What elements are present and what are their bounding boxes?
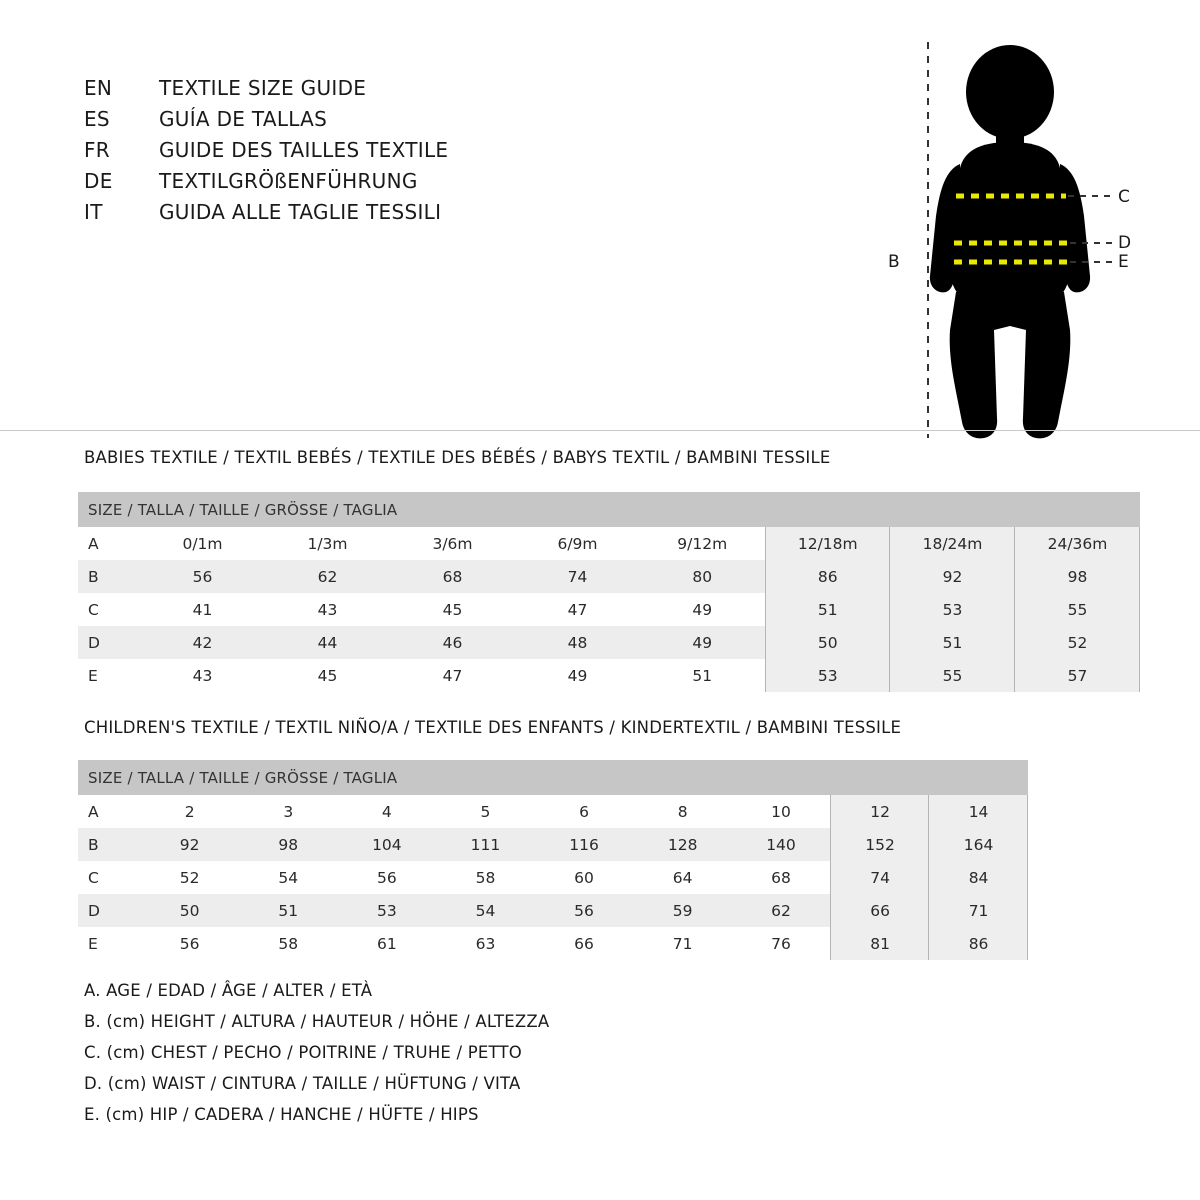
- cell: 66: [535, 927, 634, 960]
- cell: 1/3m: [265, 527, 390, 560]
- cell: 92: [140, 828, 239, 861]
- cell: 57: [1015, 659, 1140, 692]
- cell: 86: [929, 927, 1028, 960]
- title-text-en: TEXTILE SIZE GUIDE: [159, 76, 367, 100]
- cell: 50: [765, 626, 890, 659]
- table-row: [78, 593, 1140, 626]
- cell: 14: [929, 795, 1028, 828]
- row-label-d: D: [78, 894, 140, 927]
- cell: 4: [338, 795, 437, 828]
- measurement-legend: [84, 975, 549, 1130]
- cell: 76: [732, 927, 831, 960]
- cell: 74: [515, 560, 640, 593]
- cell: 49: [640, 626, 765, 659]
- cell: 24/36m: [1015, 527, 1140, 560]
- row-label-c: C: [78, 861, 140, 894]
- cell: 56: [535, 894, 634, 927]
- legend-item-c: C. (cm) CHEST / PECHO / POITRINE / TRUHE / PETTO: [84, 1043, 522, 1062]
- cell: 98: [239, 828, 338, 861]
- legend-item-d: D. (cm) WAIST / CINTURA / TAILLE / HÜFTUNG / VITA: [84, 1074, 521, 1093]
- cell: 54: [239, 861, 338, 894]
- cell: 48: [515, 626, 640, 659]
- cell: 66: [831, 894, 930, 927]
- row-label-b: B: [78, 828, 140, 861]
- cell: 45: [265, 659, 390, 692]
- cell: 98: [1015, 560, 1140, 593]
- cell: 51: [640, 659, 765, 692]
- row-label-c: C: [78, 593, 140, 626]
- cell: 71: [929, 894, 1028, 927]
- children-subheader-cell: SIZE / TALLA / TAILLE / GRÖSSE / TAGLIA: [78, 760, 1028, 795]
- table-row: [78, 659, 1140, 692]
- cell: 116: [535, 828, 634, 861]
- cell: 50: [140, 894, 239, 927]
- cell: 6: [535, 795, 634, 828]
- cell: 12/18m: [765, 527, 890, 560]
- cell: 51: [765, 593, 890, 626]
- cell: 2: [140, 795, 239, 828]
- cell: 80: [640, 560, 765, 593]
- cell: 71: [633, 927, 732, 960]
- title-text-fr: GUIDE DES TAILLES TEXTILE: [159, 138, 449, 162]
- title-row-it: [84, 200, 724, 231]
- title-lang-es: ES: [84, 107, 110, 131]
- cell: 164: [929, 828, 1028, 861]
- cell: 58: [436, 861, 535, 894]
- babies-size-table: [78, 492, 1140, 692]
- table-row: [78, 560, 1140, 593]
- title-lang-en: EN: [84, 76, 113, 100]
- cell: 5: [436, 795, 535, 828]
- cell: 12: [831, 795, 930, 828]
- cell: 104: [338, 828, 437, 861]
- cell: 52: [1015, 626, 1140, 659]
- cell: 54: [436, 894, 535, 927]
- cell: 140: [732, 828, 831, 861]
- cell: 111: [436, 828, 535, 861]
- children-subheader-row: [78, 760, 1028, 795]
- cell: 62: [732, 894, 831, 927]
- legend-item-a: A. AGE / EDAD / ÂGE / ALTER / ETÀ: [84, 981, 373, 1000]
- cell: 6/9m: [515, 527, 640, 560]
- cell: 55: [890, 659, 1015, 692]
- cell: 3: [239, 795, 338, 828]
- title-lang-de: DE: [84, 169, 113, 193]
- cell: 10: [732, 795, 831, 828]
- section-divider: [0, 430, 1200, 431]
- cell: 41: [140, 593, 265, 626]
- title-row-en: [84, 76, 724, 107]
- cell: 61: [338, 927, 437, 960]
- cell: 43: [140, 659, 265, 692]
- row-label-a: A: [78, 795, 140, 828]
- children-size-table: [78, 760, 1028, 960]
- title-text-de: TEXTILGRÖßENFÜHRUNG: [159, 169, 418, 193]
- babies-table-heading: BABIES TEXTILE / TEXTIL BEBÉS / TEXTILE DES BÉBÉS / BABYS TEXTIL / BAMBINI TESSILE: [84, 448, 831, 467]
- child-silhouette-icon: [860, 30, 1160, 450]
- cell: 64: [633, 861, 732, 894]
- cell: 60: [535, 861, 634, 894]
- cell: 9/12m: [640, 527, 765, 560]
- title-row-fr: [84, 138, 724, 169]
- cell: 86: [765, 560, 890, 593]
- cell: 58: [239, 927, 338, 960]
- cell: 84: [929, 861, 1028, 894]
- title-lang-it: IT: [84, 200, 103, 224]
- cell: 52: [140, 861, 239, 894]
- table-row: [78, 861, 1028, 894]
- cell: 56: [140, 560, 265, 593]
- cell: 45: [390, 593, 515, 626]
- cell: 92: [890, 560, 1015, 593]
- cell: 53: [338, 894, 437, 927]
- table-row: [78, 527, 1140, 560]
- cell: 53: [765, 659, 890, 692]
- cell: 49: [640, 593, 765, 626]
- cell: 74: [831, 861, 930, 894]
- body-measurement-figure: [860, 30, 1160, 450]
- cell: 59: [633, 894, 732, 927]
- cell: 51: [239, 894, 338, 927]
- title-text-es: GUÍA DE TALLAS: [159, 107, 328, 131]
- legend-item-e: E. (cm) HIP / CADERA / HANCHE / HÜFTE / HIPS: [84, 1105, 479, 1124]
- row-label-a: A: [78, 527, 140, 560]
- cell: 44: [265, 626, 390, 659]
- figure-label-d: D: [1118, 233, 1132, 253]
- children-table-heading: CHILDREN'S TEXTILE / TEXTIL NIÑO/A / TEXTILE DES ENFANTS / KINDERTEXTIL / BAMBINI TESSILE: [84, 718, 902, 737]
- cell: 18/24m: [890, 527, 1015, 560]
- cell: 46: [390, 626, 515, 659]
- cell: 53: [890, 593, 1015, 626]
- cell: 68: [732, 861, 831, 894]
- table-row: [78, 626, 1140, 659]
- figure-label-b: B: [888, 252, 900, 272]
- title-row-de: [84, 169, 724, 200]
- babies-subheader-row: [78, 492, 1140, 527]
- cell: 128: [633, 828, 732, 861]
- cell: 63: [436, 927, 535, 960]
- babies-subheader-cell: SIZE / TALLA / TAILLE / GRÖSSE / TAGLIA: [78, 492, 1140, 527]
- figure-label-c: C: [1118, 187, 1130, 207]
- cell: 152: [831, 828, 930, 861]
- title-row-es: [84, 107, 724, 138]
- legend-item-b: B. (cm) HEIGHT / ALTURA / HAUTEUR / HÖHE / ALTEZZA: [84, 1012, 550, 1031]
- cell: 81: [831, 927, 930, 960]
- row-label-e: E: [78, 927, 140, 960]
- table-row: [78, 828, 1028, 861]
- cell: 56: [140, 927, 239, 960]
- table-row: [78, 795, 1028, 828]
- cell: 56: [338, 861, 437, 894]
- row-label-b: B: [78, 560, 140, 593]
- cell: 8: [633, 795, 732, 828]
- cell: 47: [390, 659, 515, 692]
- figure-label-e: E: [1118, 252, 1129, 272]
- cell: 42: [140, 626, 265, 659]
- table-row: [78, 927, 1028, 960]
- cell: 55: [1015, 593, 1140, 626]
- title-text-it: GUIDA ALLE TAGLIE TESSILI: [159, 200, 442, 224]
- row-label-d: D: [78, 626, 140, 659]
- cell: 0/1m: [140, 527, 265, 560]
- cell: 49: [515, 659, 640, 692]
- cell: 68: [390, 560, 515, 593]
- cell: 62: [265, 560, 390, 593]
- cell: 3/6m: [390, 527, 515, 560]
- cell: 43: [265, 593, 390, 626]
- title-block: [84, 76, 724, 231]
- row-label-e: E: [78, 659, 140, 692]
- cell: 51: [890, 626, 1015, 659]
- table-row: [78, 894, 1028, 927]
- title-lang-fr: FR: [84, 138, 111, 162]
- cell: 47: [515, 593, 640, 626]
